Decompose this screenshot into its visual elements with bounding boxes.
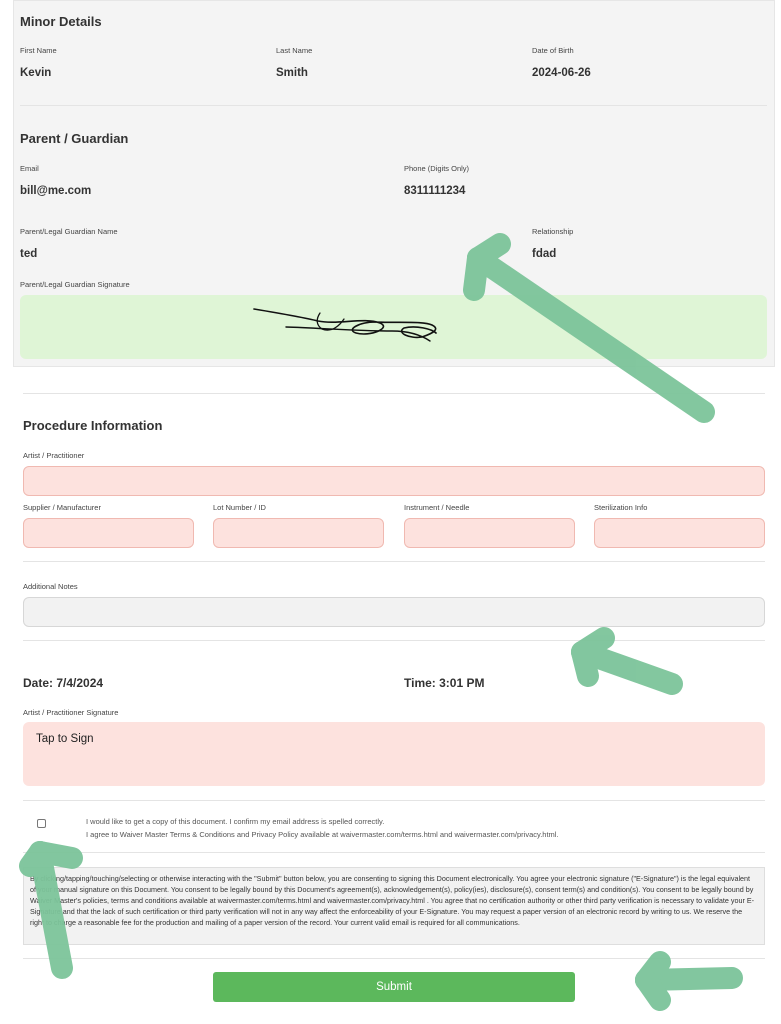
sterilization-label: Sterilization Info <box>594 503 648 512</box>
relationship-label: Relationship <box>532 227 574 236</box>
divider <box>23 393 765 394</box>
copy-consent-text: I would like to get a copy of this document. I confirm my email address is spelled correctly. <box>86 817 385 826</box>
instrument-label: Instrument / Needle <box>404 503 470 512</box>
artist-signature-label: Artist / Practitioner Signature <box>23 708 119 717</box>
divider <box>23 852 765 853</box>
artist-signature-box[interactable] <box>23 722 765 786</box>
divider <box>20 105 767 106</box>
email-label: Email <box>20 164 39 173</box>
minor-details-title: Minor Details <box>20 14 102 29</box>
divider <box>23 640 765 641</box>
legal-disclaimer: By clicking/tapping/touching/selecting or otherwise interacting with the "Submit" button below, you are consenting to signing this Document electronically. You agree your electronic signature ("E-Signature") is the legal equivalent of your manual signature on this Document. You consent to be legally bound by this Document's agreement(s), acknowledgement(s), policy(ies), disclosure(s), consent term(s) and condition(s). You consent to be legally bound by Waiver Master's policies, terms and conditions available at waivermaster.com/terms.html and waivermaster.com/privacy.html . You agree that no certification authority or other third party verification is necessary to validate your E-Signature and that the lack of such certification or third party verification will not in any way affect the enforceability of your E-Signature. You may request a paper version of an electronic record by writing to us. We reserve the right to charge a reasonable fee for the production and mailing of a paper version of the record. Your current valid email is required for all communications. <box>23 867 765 945</box>
supplier-label: Supplier / Manufacturer <box>23 503 101 512</box>
instrument-input[interactable] <box>404 518 575 548</box>
last-name-value: Smith <box>276 67 308 79</box>
artist-label: Artist / Practitioner <box>23 451 85 460</box>
guardian-title: Parent / Guardian <box>20 131 129 146</box>
procedure-title: Procedure Information <box>23 418 163 433</box>
divider <box>23 958 765 959</box>
copy-checkbox[interactable] <box>37 819 46 828</box>
sterilization-input[interactable] <box>594 518 765 548</box>
lot-input[interactable] <box>213 518 384 548</box>
divider <box>23 800 765 801</box>
submit-button[interactable]: Submit <box>213 972 575 1002</box>
divider <box>23 561 765 562</box>
guardian-name-value: ted <box>20 248 38 260</box>
supplier-input[interactable] <box>23 518 194 548</box>
guardian-signature-label: Parent/Legal Guardian Signature <box>20 280 130 289</box>
signature-scribble-icon <box>20 295 767 359</box>
email-value: bill@me.com <box>20 185 92 197</box>
arrow-icon <box>582 638 672 684</box>
phone-value: 8311111234 <box>404 185 466 197</box>
arrow-icon <box>646 962 732 1000</box>
time-text: Time: 3:01 PM <box>404 676 485 690</box>
tap-to-sign-label: Tap to Sign <box>36 733 94 745</box>
guardian-name-label: Parent/Legal Guardian Name <box>20 227 118 236</box>
lot-label: Lot Number / ID <box>213 503 266 512</box>
guardian-signature-box[interactable] <box>20 295 767 359</box>
relationship-value: fdad <box>532 248 557 260</box>
notes-input[interactable] <box>23 597 765 627</box>
last-name-label: Last Name <box>276 46 313 55</box>
terms-consent-text: I agree to Waiver Master Terms & Conditions and Privacy Policy available at waivermaster.com/terms.html and waivermaster.com/privacy.html. <box>86 830 559 839</box>
first-name-value: Kevin <box>20 67 52 79</box>
first-name-label: First Name <box>20 46 57 55</box>
dob-value: 2024-06-26 <box>532 67 591 79</box>
artist-input[interactable] <box>23 466 765 496</box>
date-text: Date: 7/4/2024 <box>23 676 104 690</box>
dob-label: Date of Birth <box>532 46 574 55</box>
notes-label: Additional Notes <box>23 582 78 591</box>
phone-label: Phone (Digits Only) <box>404 164 470 173</box>
